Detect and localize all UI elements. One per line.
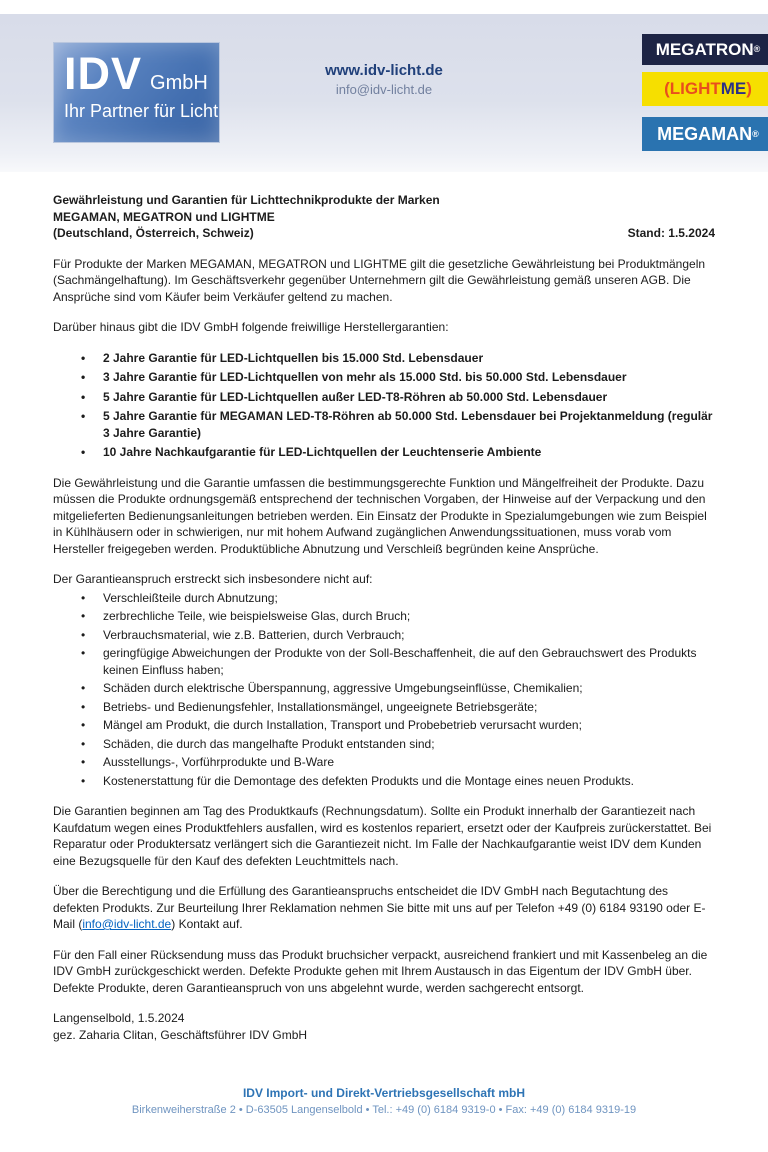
idv-logo-tagline: Ihr Partner für Licht [64, 101, 219, 121]
warranty-item: • 10 Jahre Nachkaufgarantie für LED-Lichtquellen der Leuchtenserie Ambiente [53, 444, 715, 461]
lightme-logo [642, 72, 768, 106]
warranty-item: • 5 Jahre Garantie für MEGAMAN LED-T8-Röhren ab 50.000 Std. Lebensdauer bei Projektanmeldung (regulär 3 Jahre Garantie) [53, 408, 715, 441]
exclusion-item: • Schäden durch elektrische Überspannung, aggressive Umgebungseinflüsse, Chemikalien; [53, 680, 715, 697]
website-text: www.idv-licht.de [325, 62, 443, 79]
megaman-logo [642, 117, 768, 151]
email-text: info@idv-licht.de [335, 82, 433, 97]
email-link[interactable]: info@idv-licht.de [82, 917, 172, 931]
brand-logos [642, 34, 768, 151]
exclusion-item: • zerbrechliche Teile, wie beispielsweise Glas, durch Bruch; [53, 608, 715, 625]
megatron-logo-text: MEGATRON [655, 39, 754, 59]
exclusion-list [53, 590, 715, 790]
warranty-item: • 3 Jahre Garantie für LED-Lichtquellen von mehr als 15.000 Std. bis 50.000 Std. Lebensdauer [53, 369, 715, 386]
lightme-paren-close: ) [746, 79, 752, 98]
warranty-list [53, 350, 715, 461]
exclusions-intro-paragraph: Der Garantieanspruch erstreckt sich insbesondere nicht auf: [53, 572, 373, 586]
exclusion-item: • Mängel am Produkt, die durch Installation, Transport und Probebetrieb verursacht wurden; [53, 717, 715, 734]
signature-place-date: Langenselbold, 1.5.2024 [53, 1011, 185, 1025]
intro-paragraph: Für Produkte der Marken MEGAMAN, MEGATRON und LIGHTME gilt die gesetzliche Gewährleistung bei Produktmängeln (Sachmängelhaftung). Im Geschäftsverkehr gegenüber Unternehmern gilt die Gewährleistung gemäß unseren AGB. Die Ansprüche sind vom Käufer beim Verkäufer geltend zu machen. [53, 256, 706, 304]
document-title [53, 192, 715, 242]
signature-block [53, 1010, 715, 1043]
revision-date: Stand: 1.5.2024 [627, 226, 715, 240]
title-line-1: Gewährleistung und Garantien für Lichttechnikprodukte der Marken [53, 193, 440, 207]
warranty-item: • 5 Jahre Garantie für LED-Lichtquellen außer LED-T8-Röhren ab 50.000 Std. Lebensdauer [53, 389, 715, 406]
idv-logo-suffix: GmbH [150, 72, 208, 94]
return-paragraph: Für den Fall einer Rücksendung muss das Produkt bruchsicher verpackt, ausreichend frankiert und mit Kassenbeleg an die IDV GmbH zurückgeschickt werden. Defekte Produkte gehen mit Ihrem Austausch in das Eigentum der IDV GmbH über. Defekte Produkte, deren Garantieanspruch von uns abgelehnt wurde, werden sachgerecht entsorgt. [53, 947, 708, 995]
warranty-start-paragraph: Die Garantien beginnen am Tag des Produktkaufs (Rechnungsdatum). Sollte ein Produkt innerhalb der Garantiezeit nach Kaufdatum wegen eines Produktfehlers ausfallen, wird es kostenlos repariert, ersetzt oder der Kaufpreis zurückerstattet. Bei Reparatur oder Produktersatz verlängert sich die Garantiezeit nicht. Im Falle der Nachkaufgarantie weist IDV dem Kunden eine Bezugsquelle für den Kauf des defekten Leuchtmittels nach. [53, 804, 712, 868]
claim-text-after: ) Kontakt auf. [171, 917, 243, 931]
claim-text-before: Über die Berechtigung und die Erfüllung des Garantieanspruchs entscheidet die IDV GmbH nach Begutachtung des defekten Produkts. Zur Beurteilung Ihrer Reklamation nehmen Sie bitte mit uns auf per Telefon +49 (0) 6184 93190 oder E-Mail ( [53, 884, 706, 931]
lightme-logo-text-light: LIGHT [669, 79, 721, 98]
exclusion-item: • geringfügige Abweichungen der Produkte von der Soll-Beschaffenheit, die auf den Gebrauchswert des Produkts keinen Einfluss haben; [53, 645, 715, 678]
warranty-item: • 2 Jahre Garantie für LED-Lichtquellen bis 15.000 Std. Lebensdauer [53, 350, 715, 367]
exclusion-item: • Verschleißteile durch Abnutzung; [53, 590, 715, 607]
letterhead [0, 0, 768, 172]
megatron-logo [642, 34, 768, 65]
page-footer [0, 1086, 768, 1116]
idv-logo-name: IDV [64, 48, 143, 99]
exclusion-item: • Verbrauchsmaterial, wie z.B. Batterien, durch Verbrauch; [53, 627, 715, 644]
exclusion-item: • Betriebs- und Bedienungsfehler, Installationsmängel, ungeeignete Betriebsgeräte; [53, 699, 715, 716]
scope-paragraph: Die Gewährleistung und die Garantie umfassen die bestimmungsgerechte Funktion und Mängelfreiheit der Produkte. Dazu müssen die Produkte ordnungsgemäß entsprechend der technischen Vorgaben, der Hinweise auf der Verpackung und den mitgelieferten Bedienungsanleitungen betrieben werden. Ein Einsatz der Produkte in Spezialumgebungen wie zum Beispiel in Kühlhäusern oder in schwierigen, nur mit hohem Aufwand zugänglichen Anwendungssituationen, muss vorab vom Hersteller freigegeben werden. Produktübliche Abnutzung und Verschleiß begründen keine Ansprüche. [53, 475, 707, 556]
megaman-logo-text: MEGAMAN [657, 123, 753, 144]
lightme-logo-text-me: ME [720, 79, 747, 98]
document-body [0, 172, 768, 1043]
footer-address: Birkenweiherstraße 2 • D-63505 Langenselbold • Tel.: +49 (0) 6184 9319-0 • Fax: +49 (0) 6184 9319-19 [131, 1104, 637, 1116]
claim-decision-paragraph [53, 883, 715, 933]
exclusion-item: • Kostenerstattung für die Demontage des defekten Produkts und die Montage eines neuen Produkts. [53, 773, 715, 790]
signature-name: gez. Zaharia Clitan, Geschäftsführer IDV GmbH [53, 1027, 308, 1042]
lightme-paren-open: ( [664, 79, 670, 98]
registered-mark: ® [753, 44, 761, 54]
exclusion-item: • Ausstellungs-, Vorführprodukte und B-Ware [53, 754, 715, 771]
registered-mark: ® [752, 128, 759, 139]
exclusion-item: • Schäden, die durch das mangelhafte Produkt entstanden sind; [53, 736, 715, 753]
title-line-3: (Deutschland, Österreich, Schweiz) [53, 226, 254, 240]
guarantees-intro-paragraph: Darüber hinaus gibt die IDV GmbH folgende freiwillige Herstellergarantien: [53, 320, 449, 334]
footer-company: IDV Import- und Direkt-Vertriebsgesellschaft mbH [242, 1086, 526, 1100]
title-line-2: MEGAMAN, MEGATRON und LIGHTME [53, 209, 275, 224]
